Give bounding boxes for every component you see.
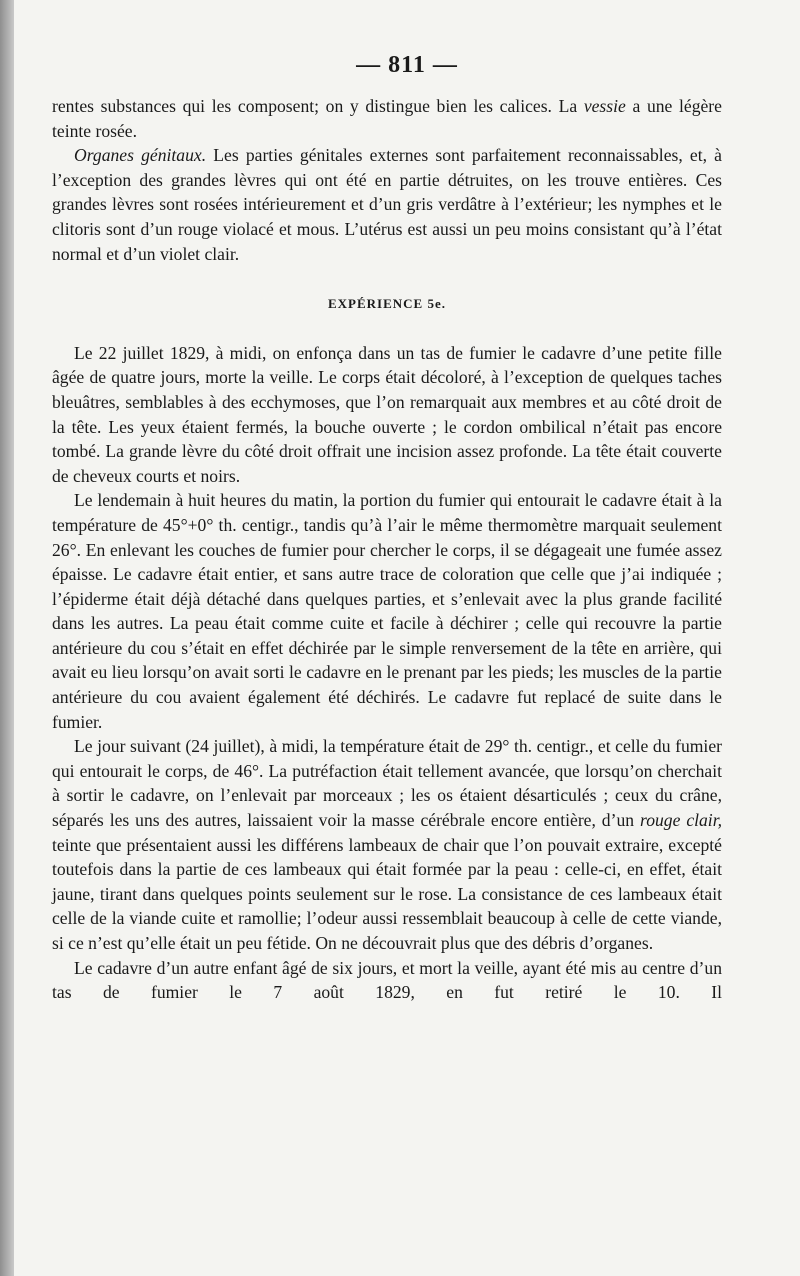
p5-part-a: Le jour suivant (24 juillet), à midi, la température était de 29° th. centigr., et celle du fumier qui entourait le corps, de 46°. La putréfaction était tellement avancée, que lorsqu’on cherchait à sortir le cadavre, on l’enlevait par morceaux ; les os étaient désarticulés ; ceux du crâne, séparés les uns des autres, laissaient voir la masse cérébrale encore entière, d’un [52, 736, 722, 831]
p5-italic: rouge clair, [640, 810, 722, 831]
paragraph-4: Le cadavre d’un autre enfant âgé de six jours, et mort la veille, ayant été mis au centre d’un tas de fumier le 7 août 1829, en fut retiré le 10. Il [52, 957, 722, 1003]
paragraph-1: Le 22 juillet 1829, à midi, on enfonça dans un tas de fumier le cadavre d’une petite fille âgée de quatre jours, morte la veille. Le corps était décoloré, à l’exception de quelques taches bleuâtres, semblables à des ecchymoses, que l’on remarquait aux membres et au côté droit de la tête. Les yeux étaient fermés, la bouche ouverte ; le cordon ombilical n’était pas encore tombé. La grande lèvre du côté droit offrait une incision assez profonde. La tête était couverte de cheveux courts et noirs. [52, 342, 722, 486]
paragraph-2: Le lendemain à huit heures du matin, la portion du fumier qui entourait le cadavre était à la température de 45°+0° th. centigr., tandis qu’à l’air le même thermomètre marquait seulement 26°. En enlevant les couches de fumier pour chercher le corps, il se dégageait une fumée assez épaisse. Le cadavre était entier, et sans autre trace de coloration que celle que j’ai indiquée ; l’épiderme était déjà détaché dans quelques parties, et s’enlevait avec la plus grande facilité dans les autres. La peau était comme cuite et facile à déchirer ; celle qui recouvre la partie antérieure du cou s’était en effet déchirée par le simple renversement de la tête en arrière, qui avait eu lieu lorsqu’on avait sorti le cadavre en le prenant par les pieds; les muscles de la partie antérieure du cou avaient également été déchirés. Le cadavre fut replacé de suite dans le fumier. [52, 490, 722, 732]
organes-text: Les parties génitales externes sont parfaitement reconnaissables, et, à l’exception des grandes lèvres qui ont été en partie détruites, on les trouve entières. Ces grandes lèvres sont rosées intérieurement et d’un gris verdâtre à l’extérieur; les nymphes et le clitoris sont d’un rouge violacé et mous. L’utérus est aussi un peu moins consistant qu’à l’état normal et d’un violet clair. [52, 145, 722, 264]
p5-part-b: teinte que présentaient aussi les différens lambeaux de chair que l’on pouvait extraire, excepté toutefois dans la partie de ces lambeaux qui était formée par la peau : celle-ci, en effet, était jaune, tirant dans quelques points seulement sur le rose. La consistance de ces lambeaux était celle de la viande cuite et ramollie; l’odeur aussi ressemblait beaucoup à celle de cette viande, si ce n’est qu’elle était un peu fétide. On ne découvrait plus que des débris d’organes. [52, 834, 722, 953]
p1-vessie: vessie [583, 96, 626, 116]
p1-line1: rentes substances qui les composent; on y distingue bien les calices. La [52, 96, 578, 116]
paragraph-continued [52, 94, 722, 143]
book-page [14, 0, 800, 1276]
section-heading: EXPÉRIENCE 5e. [327, 296, 446, 312]
page-number: — 811 — [356, 52, 458, 78]
book-spine-shadow [0, 0, 14, 1276]
page-body [52, 94, 722, 1005]
organes-label: Organes génitaux. [74, 145, 207, 166]
paragraph-organes [52, 143, 722, 266]
paragraph-3 [52, 734, 722, 955]
p1-rest: a une légère teinte rosée. [52, 96, 722, 141]
